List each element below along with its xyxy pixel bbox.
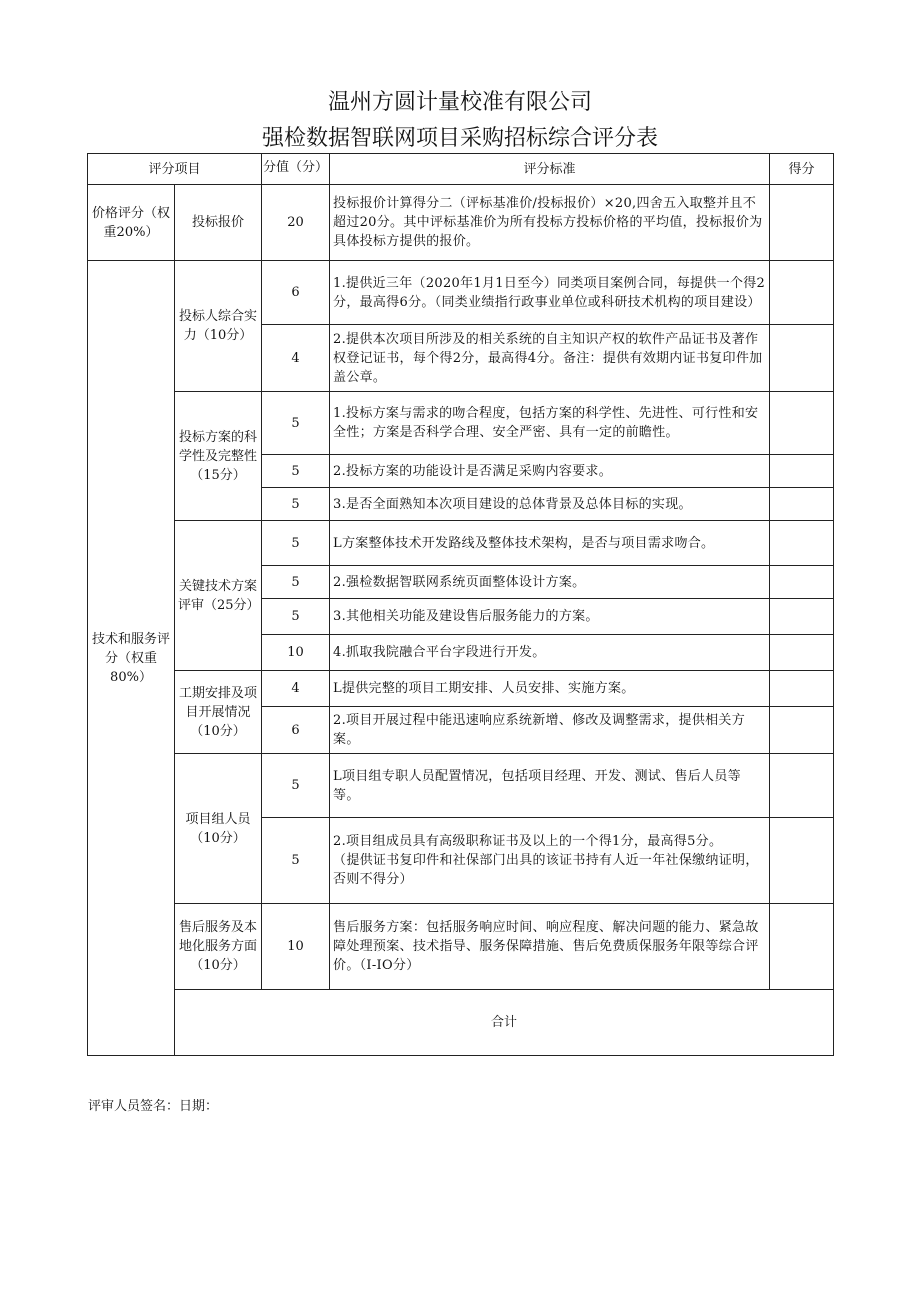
header-score: 得分 [770, 154, 834, 185]
row-value: 5 [262, 818, 330, 904]
header-value: 分值（分） [262, 154, 330, 185]
scoring-table [87, 153, 834, 1056]
row-value: 5 [262, 521, 330, 566]
score-cell[interactable] [770, 392, 834, 455]
score-cell[interactable] [770, 488, 834, 521]
row-criteria: 1.投标方案与需求的吻合程度，包括方案的科学性、先进性、可行性和安全性；方案是否科学合理、安全严密、具有一定的前瞻性。 [330, 392, 770, 455]
criteria-note: （提供证书复印件和社保部门出具的该证书持有人近一年社保缴纳证明，否则不得分） [333, 853, 759, 887]
score-cell[interactable] [770, 599, 834, 635]
table-row [88, 261, 834, 325]
score-cell[interactable] [770, 904, 834, 990]
table-row [88, 392, 834, 455]
row-criteria: L方案整体技术开发路线及整体技术架构，是否与项目需求吻合。 [330, 521, 770, 566]
score-cell[interactable] [770, 754, 834, 818]
row-criteria: 3.其他相关功能及建设售后服务能力的方案。 [330, 599, 770, 635]
row-value: 5 [262, 392, 330, 455]
row-criteria: 3.是否全面熟知本次项目建设的总体背景及总体目标的实现。 [330, 488, 770, 521]
score-cell[interactable] [770, 521, 834, 566]
group-label: 投标方案的科学性及完整性（15分） [175, 392, 262, 521]
score-cell[interactable] [770, 325, 834, 392]
row-criteria: L项目组专职人员配置情况，包括项目经理、开发、测试、售后人员等等。 [330, 754, 770, 818]
score-cell[interactable] [770, 671, 834, 707]
row-value: 5 [262, 599, 330, 635]
row-criteria: 2.项目开展过程中能迅速响应系统新增、修改及调整需求，提供相关方案。 [330, 707, 770, 754]
header-item: 评分项目 [88, 154, 262, 185]
total-row [88, 990, 834, 1056]
row-criteria: 2.提供本次项目所涉及的相关系统的自主知识产权的软件产品证书及著作权登记证书，每个得2分，最高得4分。备注：提供有效期内证书复印件加盖公章。 [330, 325, 770, 392]
row-criteria: 4.抓取我院融合平台字段进行开发。 [330, 635, 770, 671]
row-value: 10 [262, 635, 330, 671]
group-label: 关键技术方案评审（25分） [175, 521, 262, 671]
score-cell[interactable] [770, 707, 834, 754]
row-criteria: 售后服务方案：包括服务响应时间、响应程度、解决问题的能力、紧急故障处理预案、技术指导、服务保障措施、售后免费质保服务年限等综合评价。（I-IO分） [330, 904, 770, 990]
score-cell[interactable] [770, 455, 834, 488]
score-cell[interactable] [770, 818, 834, 904]
total-label: 合计 [175, 990, 834, 1056]
group-label: 售后服务及本地化服务方面（10分） [175, 904, 262, 990]
price-criteria: 投标报价计算得分二（评标基准价/投标报价）×20,四舍五入取整并且不超过20分。其中评标基准价为所有投标方投标价格的平均值，投标报价为具体投标方提供的报价。 [330, 185, 770, 261]
price-subitem: 投标报价 [175, 185, 262, 261]
signature-line: 评审人员签名：日期： [88, 1099, 219, 1114]
row-value: 5 [262, 754, 330, 818]
row-criteria [330, 818, 770, 904]
score-cell[interactable] [770, 635, 834, 671]
group-label: 工期安排及项目开展情况（10分） [175, 671, 262, 754]
table-row [88, 904, 834, 990]
row-criteria: L提供完整的项目工期安排、人员安排、实施方案。 [330, 671, 770, 707]
table-row [88, 754, 834, 818]
price-value: 20 [262, 185, 330, 261]
group-label: 投标人综合实力（10分） [175, 261, 262, 392]
row-value: 5 [262, 566, 330, 599]
company-title: 温州方圆计量校准有限公司 [327, 90, 592, 115]
row-value: 6 [262, 707, 330, 754]
score-cell[interactable] [770, 185, 834, 261]
row-value: 4 [262, 671, 330, 707]
group-label: 项目组人员（10分） [175, 754, 262, 904]
row-criteria: 2.投标方案的功能设计是否满足采购内容要求。 [330, 455, 770, 488]
header-criteria: 评分标准 [330, 154, 770, 185]
table-row [88, 185, 834, 261]
row-criteria: 1.提供近三年（2020年1月1日至今）同类项目案例合同，每提供一个得2分，最高得6分。（同类业绩指行政事业单位或科研技术机构的项目建设） [330, 261, 770, 325]
table-row [88, 521, 834, 566]
row-value: 5 [262, 455, 330, 488]
table-title: 强检数据智联网项目采购招标综合评分表 [261, 126, 658, 151]
row-value: 10 [262, 904, 330, 990]
score-cell[interactable] [770, 261, 834, 325]
score-cell[interactable] [770, 566, 834, 599]
tech-category: 技术和服务评分（权重80%） [88, 261, 175, 1056]
price-category: 价格评分（权重20%） [88, 185, 175, 261]
criteria-text: 2.项目组成员具有高级职称证书及以上的一个得1分，最高得5分。 [333, 834, 723, 849]
row-value: 4 [262, 325, 330, 392]
header-row [88, 154, 834, 185]
row-value: 5 [262, 488, 330, 521]
table-row [88, 671, 834, 707]
row-criteria: 2.强检数据智联网系统页面整体设计方案。 [330, 566, 770, 599]
row-value: 6 [262, 261, 330, 325]
